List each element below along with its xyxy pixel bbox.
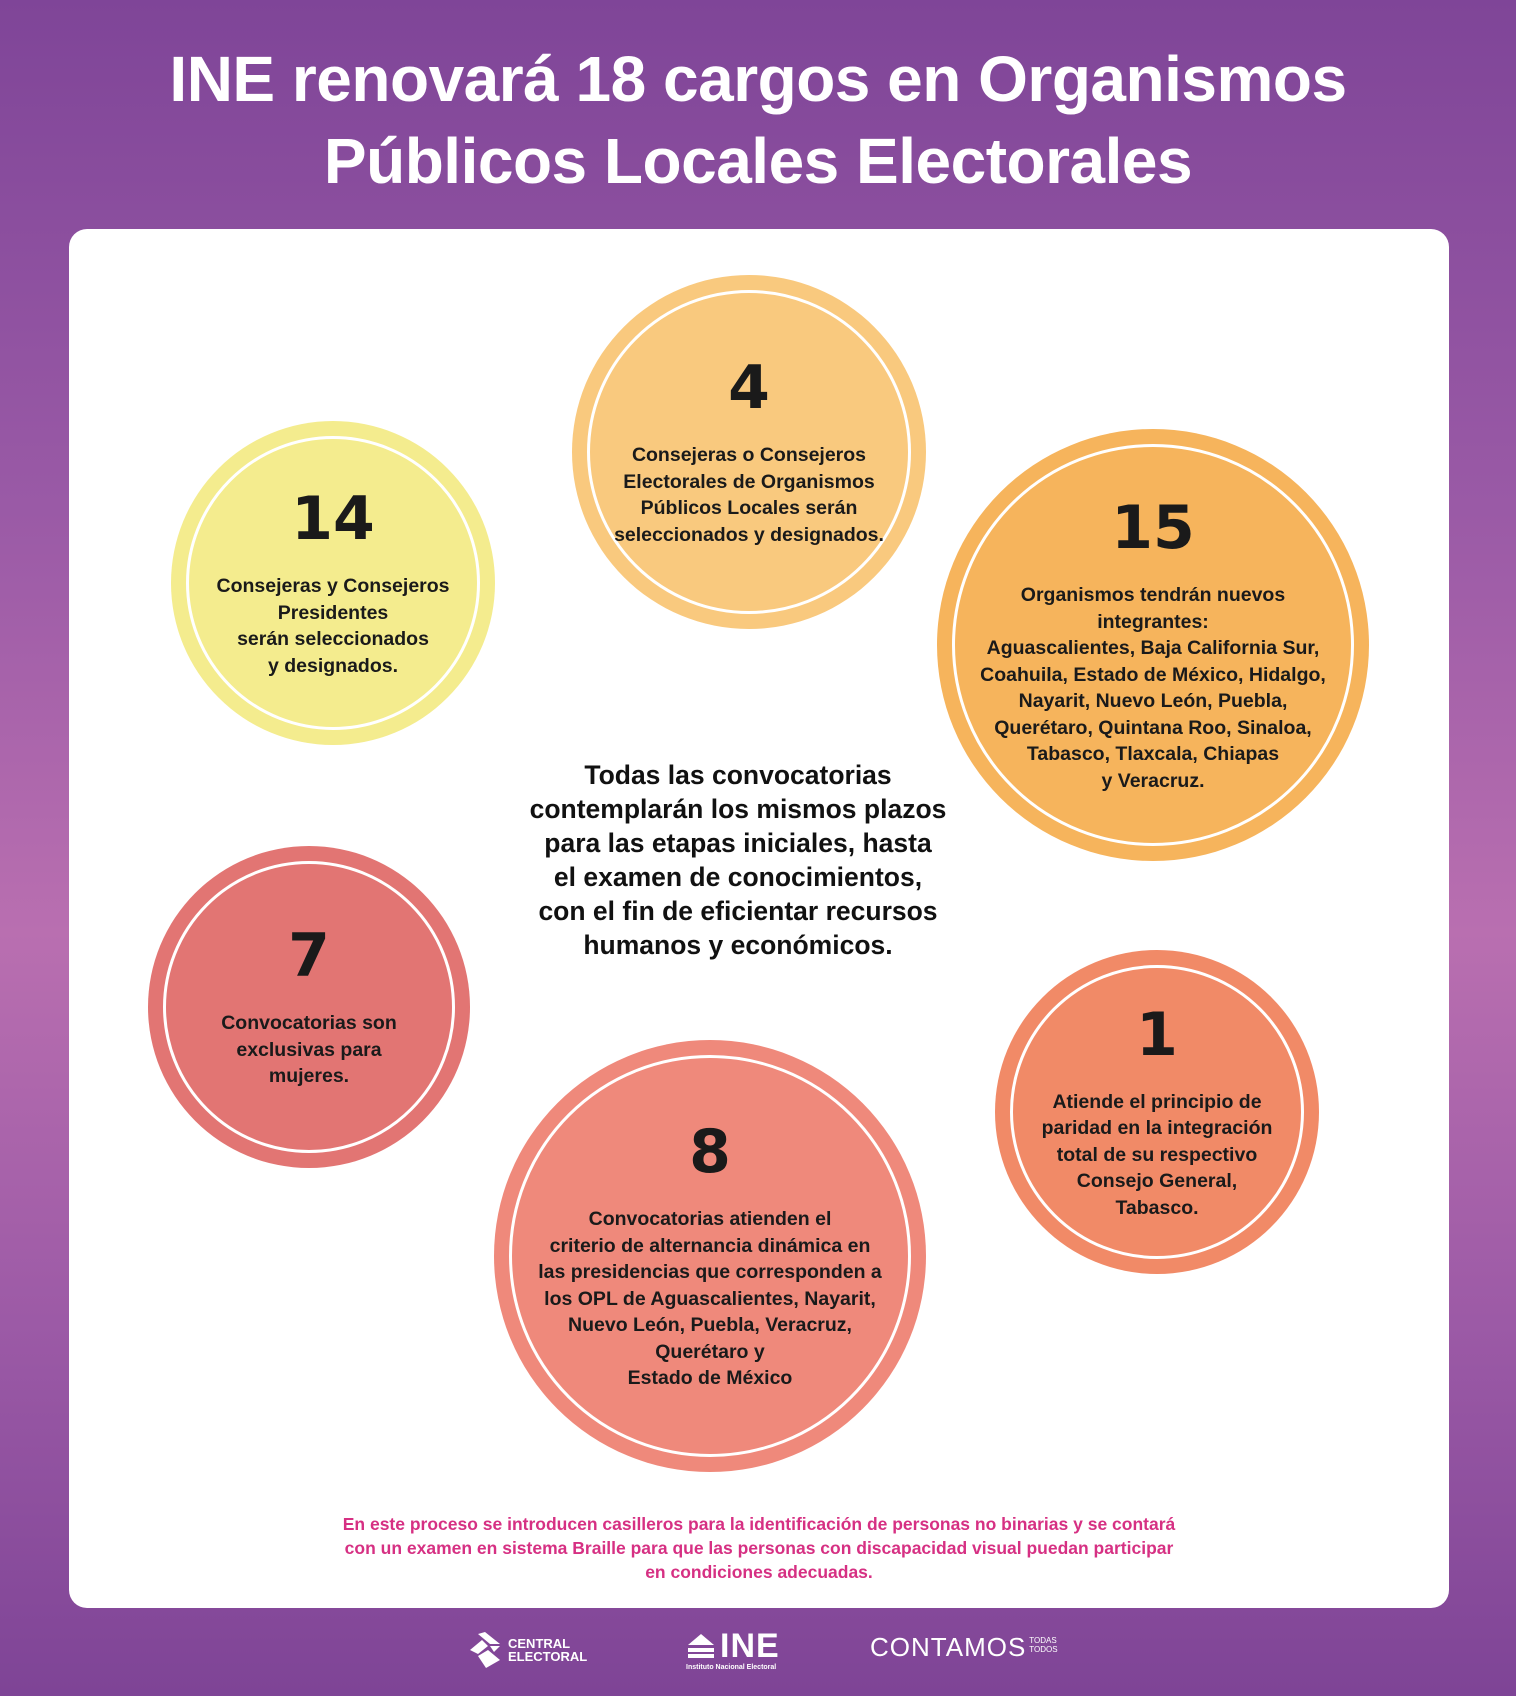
circle-number: 7	[288, 921, 330, 992]
circle-content	[937, 429, 1369, 861]
page-title	[0, 38, 1516, 202]
footer-logos	[0, 1620, 1516, 1680]
title-line-1: INE renovará 18 cargos en Organismos	[169, 43, 1347, 115]
contamos-stack	[1029, 1636, 1057, 1654]
circle-8-alternancia	[494, 1040, 926, 1472]
circle-number: 14	[291, 484, 375, 554]
title-line-2: Públicos Locales Electorales	[323, 125, 1193, 197]
circle-content	[171, 421, 495, 745]
circle-content	[995, 950, 1319, 1274]
contamos-text: CONTAMOS	[870, 1632, 1027, 1662]
ine-diamond-icon	[686, 1632, 716, 1660]
circle-description: Convocatorias atienden el criterio de alternancia dinámica en las presidencias que corresponden a los OPL de Aguascalientes, Nayarit, Nuevo León, Puebla, Veracruz, Querétaro y Estado de México	[538, 1208, 882, 1390]
central-electoral-text: CENTRAL ELECTORAL	[508, 1636, 588, 1664]
circle-content	[148, 846, 470, 1168]
circle-1-paridad	[995, 950, 1319, 1274]
circle-number: 8	[689, 1117, 731, 1188]
circle-15-organismos	[937, 429, 1369, 861]
central-electoral-logo	[468, 1630, 587, 1670]
circle-content	[572, 275, 926, 629]
circle-description: Convocatorias son exclusivas para mujeres.	[221, 1012, 397, 1088]
ine-subtitle: Instituto Nacional Electoral	[686, 1664, 777, 1671]
circle-7-convocatorias-mujeres	[148, 846, 470, 1168]
circle-4-consejeros	[572, 275, 926, 629]
contamos-todas: TODAS	[1029, 1636, 1057, 1645]
contamos-todos: TODOS	[1029, 1645, 1058, 1654]
circle-number: 15	[1111, 493, 1195, 563]
circle-content	[494, 1040, 926, 1472]
circle-number: 4	[728, 353, 770, 423]
circle-number: 1	[1136, 999, 1178, 1070]
center-statement: Todas las convocatorias contemplarán los mismos plazos para las etapas iniciales, hasta el examen de conocimientos, con el fin de eficientar recursos humanos y económicos.	[529, 760, 947, 960]
ine-wordmark: INE	[720, 1627, 780, 1665]
footnote: En este proceso se introducen casilleros para la identificación de personas no binarias y se contará con un examen en sistema Braille para que las personas con discapacidad visual puedan participar en condiciones adecuadas.	[342, 1514, 1176, 1582]
circle-description: Atiende el principio de paridad en la integración total de su respectivo Consejo General, Tabasco.	[1041, 1090, 1273, 1219]
circle-14-presidentes	[171, 421, 495, 745]
circle-description: Consejeras y Consejeros Presidentes serán seleccionados y designados.	[216, 575, 450, 677]
circle-description: Consejeras o Consejeros Electorales de Organismos Públicos Locales serán seleccionados y designados.	[614, 444, 884, 546]
circle-description: Organismos tendrán nuevos integrantes: Aguascalientes, Baja California Sur, Coahuila, Estado de México, Hidalgo, Nayarit, Nuevo León, Puebla, Querétaro, Quintana Roo, Sinaloa, Tabasco, Tlaxcala, Chiapas y Veracruz.	[980, 584, 1326, 792]
central-electoral-icon	[468, 1630, 502, 1670]
contamos-logo	[870, 1632, 1058, 1662]
ine-logo	[686, 1627, 780, 1672]
